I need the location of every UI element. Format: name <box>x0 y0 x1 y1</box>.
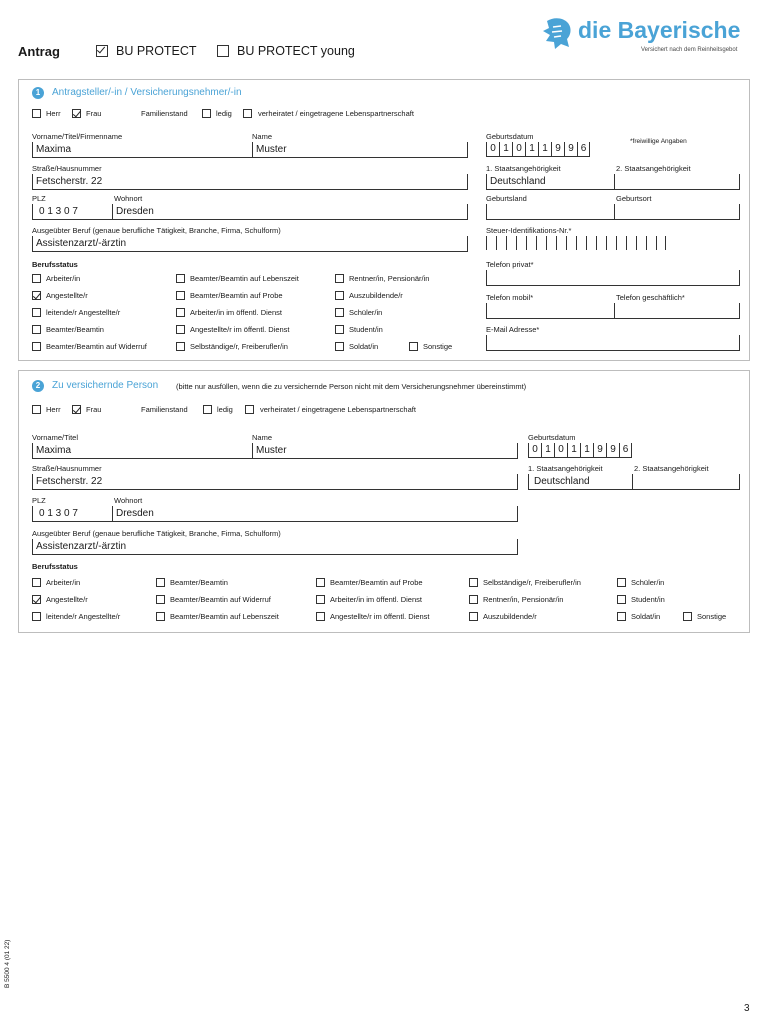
s2-status-label: Arbeiter/in <box>46 578 81 587</box>
s2-status-checkbox[interactable] <box>32 578 41 587</box>
s1-status-label: leitende/r Angestellte/r <box>46 308 121 317</box>
s1-status-checkbox[interactable] <box>176 308 185 317</box>
s2-beruf-value: Assistenzarzt/-ärztin <box>36 541 127 552</box>
s1-status-label: Schüler/in <box>349 308 383 317</box>
s1-name-label: Name <box>252 132 273 141</box>
form-code: B 5500 4 (01 22) <box>4 939 11 988</box>
s2-status-checkbox[interactable] <box>683 612 692 621</box>
s2-vorname-field[interactable] <box>32 443 252 459</box>
s2-vorname-value: Maxima <box>36 445 72 456</box>
s1-geburtsland-label: Geburtsland <box>486 194 527 203</box>
s2-verheiratet-checkbox[interactable] <box>245 405 254 414</box>
s1-status-label: Student/in <box>349 325 383 334</box>
s2-status-label: Arbeiter/in im öffentl. Dienst <box>330 595 422 604</box>
s1-email-field[interactable] <box>486 335 740 351</box>
s1-plz-field[interactable] <box>32 204 112 220</box>
antrag-title: Antrag <box>18 44 60 59</box>
s2-status-checkbox[interactable] <box>617 595 626 604</box>
s1-freiwillig-note: *freiwillige Angaben <box>630 138 687 145</box>
s2-status-checkbox[interactable] <box>32 612 41 621</box>
s1-status-checkbox[interactable] <box>176 325 185 334</box>
s2-status-checkbox[interactable] <box>617 578 626 587</box>
s1-strasse-field[interactable] <box>32 174 468 190</box>
s1-status-label: Rentner/in, Pensionär/in <box>349 274 430 283</box>
s1-status-label: Sonstige <box>423 342 453 351</box>
s1-status-label: Angestellte/r im öffentl. Dienst <box>190 325 290 334</box>
s1-geb-digit: 0 <box>486 142 499 156</box>
s1-beruf-field[interactable] <box>32 236 468 252</box>
s2-wohnort-field[interactable] <box>112 506 518 522</box>
s1-telefon-privat-label: Telefon privat* <box>486 260 534 269</box>
s1-status-label: Arbeiter/in <box>46 274 81 283</box>
s1-wohnort-value: Dresden <box>116 206 154 217</box>
s1-status-label: Soldat/in <box>349 342 379 351</box>
s1-frau-label: Frau <box>86 109 102 118</box>
s1-vorname-label: Vorname/Titel/Firmenname <box>32 132 123 141</box>
brand-name: die Bayerische <box>578 17 741 43</box>
s1-geb-digit: 9 <box>564 142 577 156</box>
s1-status-label: Auszubildende/r <box>349 291 403 300</box>
s1-status-checkbox[interactable] <box>32 308 41 317</box>
s1-geburtsort-label: Geburtsort <box>616 194 652 203</box>
s1-status-checkbox[interactable] <box>335 274 344 283</box>
s1-verheiratet-checkbox[interactable] <box>243 109 252 118</box>
s1-staat1-field[interactable] <box>486 174 614 190</box>
s1-telefon-mobil-label: Telefon mobil* <box>486 293 534 302</box>
s2-vorname-label: Vorname/Titel <box>32 433 78 442</box>
page-number: 3 <box>744 1003 750 1014</box>
s2-status-checkbox[interactable] <box>469 578 478 587</box>
s2-geburtsdatum-label: Geburtsdatum <box>528 433 576 442</box>
s1-geburtsdatum-field[interactable] <box>486 142 590 157</box>
s1-status-label: Beamter/Beamtin auf Probe <box>190 291 283 300</box>
s1-vorname-field[interactable] <box>32 142 252 158</box>
s2-geb-digit: 9 <box>593 443 606 457</box>
s2-status-checkbox[interactable] <box>469 595 478 604</box>
s2-staat1-field[interactable] <box>528 474 632 490</box>
section-2-subtitle: (bitte nur ausfüllen, wenn die zu versichernde Person nicht mit dem Versicherungsnehmer übereinstimmt) <box>176 382 527 391</box>
s1-status-label: Angestellte/r <box>46 291 88 300</box>
s2-geb-digit: 1 <box>541 443 554 457</box>
s1-geb-digit: 1 <box>538 142 551 156</box>
s2-status-label: Beamter/Beamtin auf Widerruf <box>170 595 271 604</box>
s1-status-checkbox[interactable] <box>335 342 344 351</box>
s2-status-checkbox[interactable] <box>156 595 165 604</box>
s2-status-checkbox[interactable] <box>316 578 325 587</box>
s2-status-label: Soldat/in <box>631 612 661 621</box>
s1-status-checkbox[interactable] <box>176 342 185 351</box>
s1-staat2-label: 2. Staatsangehörigkeit <box>616 164 691 173</box>
s1-geburtsland-field[interactable] <box>486 204 614 220</box>
s1-telefon-mobil-field[interactable] <box>486 303 614 319</box>
s2-strasse-field[interactable] <box>32 474 518 490</box>
s2-status-label: leitende/r Angestellte/r <box>46 612 121 621</box>
s1-telefon-geschaeftlich-label: Telefon geschäftlich* <box>616 293 685 302</box>
s1-verheiratet-label: verheiratet / eingetragene Lebenspartnerschaft <box>258 109 414 118</box>
s2-status-label: Rentner/in, Pensionär/in <box>483 595 564 604</box>
s1-status-checkbox[interactable] <box>409 342 418 351</box>
s2-geb-digit: 0 <box>554 443 567 457</box>
s1-familienstand-label: Familienstand <box>141 109 188 118</box>
s2-status-label: Student/in <box>631 595 665 604</box>
s2-staat1-label: 1. Staatsangehörigkeit <box>528 464 603 473</box>
s2-status-checkbox[interactable] <box>617 612 626 621</box>
s1-steuer-label: Steuer-Identifikations-Nr.* <box>486 226 572 235</box>
s2-strasse-value: Fetscherstr. 22 <box>36 476 103 487</box>
bu-protect-young-checkbox[interactable] <box>217 45 229 57</box>
s2-status-label: Beamter/Beamtin auf Probe <box>330 578 423 587</box>
bu-protect-young-label: BU PROTECT young <box>237 44 355 58</box>
s2-geb-digit: 9 <box>606 443 619 457</box>
s2-geb-digit: 0 <box>528 443 541 457</box>
s2-name-field[interactable] <box>252 443 518 459</box>
s2-status-checkbox[interactable] <box>316 612 325 621</box>
s1-plz-label: PLZ <box>32 194 46 203</box>
s2-beruf-label: Ausgeübter Beruf (genaue berufliche Tätigkeit, Branche, Firma, Schulform) <box>32 529 281 538</box>
s1-telefon-geschaeftlich-field[interactable] <box>614 303 740 319</box>
s2-wohnort-value: Dresden <box>116 508 154 519</box>
s1-status-checkbox[interactable] <box>32 342 41 351</box>
s2-status-label: Schüler/in <box>631 578 665 587</box>
s2-geb-digit: 6 <box>619 443 632 457</box>
s2-status-label: Beamter/Beamtin <box>170 578 228 587</box>
s2-status-checkbox[interactable] <box>156 578 165 587</box>
s2-status-checkbox[interactable] <box>316 595 325 604</box>
s1-staat1-label: 1. Staatsangehörigkeit <box>486 164 561 173</box>
bu-protect-checkbox[interactable] <box>96 45 108 57</box>
s1-vorname-value: Maxima <box>36 144 72 155</box>
s2-frau-checkbox[interactable] <box>72 405 81 414</box>
s2-plz-label: PLZ <box>32 496 46 505</box>
s2-status-label: Angestellte/r <box>46 595 88 604</box>
section-1-title: Antragsteller/-in / Versicherungsnehmer/-in <box>52 87 242 98</box>
s1-status-checkbox[interactable] <box>32 291 41 300</box>
s1-ledig-label: ledig <box>216 109 232 118</box>
s2-plz-field[interactable] <box>32 506 112 522</box>
bu-protect-label: BU PROTECT <box>116 44 197 58</box>
s1-status-label: Arbeiter/in im öffentl. Dienst <box>190 308 282 317</box>
s1-name-field[interactable] <box>252 142 468 158</box>
s1-email-label: E-Mail Adresse* <box>486 325 540 334</box>
s1-geb-digit: 0 <box>512 142 525 156</box>
s1-status-checkbox[interactable] <box>32 325 41 334</box>
s1-status-checkbox[interactable] <box>335 291 344 300</box>
s1-wohnort-label: Wohnort <box>114 194 143 203</box>
s1-herr-checkbox[interactable] <box>32 109 41 118</box>
s2-status-label: Beamter/Beamtin auf Lebenszeit <box>170 612 279 621</box>
s1-ledig-checkbox[interactable] <box>202 109 211 118</box>
section-2-title: Zu versichernde Person <box>52 380 159 391</box>
s1-staat2-field[interactable] <box>614 174 740 190</box>
s1-berufsstatus-label: Berufsstatus <box>32 260 78 269</box>
s2-plz-value: 0 1 3 0 7 <box>39 508 78 519</box>
s1-staat1-value: Deutschland <box>490 176 546 187</box>
section-2-number: 2 <box>32 380 44 392</box>
s1-status-checkbox[interactable] <box>176 274 185 283</box>
s1-geburtsort-field[interactable] <box>614 204 740 220</box>
s2-staat2-label: 2. Staatsangehörigkeit <box>634 464 709 473</box>
s2-ledig-checkbox[interactable] <box>203 405 212 414</box>
s2-geburtsdatum-field[interactable] <box>528 443 632 458</box>
s2-wohnort-label: Wohnort <box>114 496 143 505</box>
s1-status-label: Beamter/Beamtin auf Lebenszeit <box>190 274 299 283</box>
s1-geburtsdatum-label: Geburtsdatum <box>486 132 534 141</box>
s1-status-label: Selbständige/r, Freiberufler/in <box>190 342 288 351</box>
s1-geb-digit: 9 <box>551 142 564 156</box>
s2-frau-label: Frau <box>86 405 102 414</box>
s2-status-label: Auszubildende/r <box>483 612 537 621</box>
s2-status-label: Sonstige <box>697 612 727 621</box>
s1-status-checkbox[interactable] <box>335 308 344 317</box>
s1-status-label: Beamter/Beamtin <box>46 325 104 334</box>
s2-status-checkbox[interactable] <box>469 612 478 621</box>
s1-steuer-field[interactable] <box>486 236 666 250</box>
s1-name-value: Muster <box>256 144 287 155</box>
s2-verheiratet-label: verheiratet / eingetragene Lebenspartnerschaft <box>260 405 416 414</box>
s2-beruf-field[interactable] <box>32 539 518 555</box>
s1-geb-digit: 1 <box>525 142 538 156</box>
brand-tagline: Versichert nach dem Reinheitsgebot <box>641 47 738 53</box>
s2-name-label: Name <box>252 433 273 442</box>
s2-berufsstatus-label: Berufsstatus <box>32 562 78 571</box>
s1-status-label: Beamter/Beamtin auf Widerruf <box>46 342 147 351</box>
s2-name-value: Muster <box>256 445 287 456</box>
s2-status-checkbox[interactable] <box>156 612 165 621</box>
s1-wohnort-field[interactable] <box>112 204 468 220</box>
s2-herr-checkbox[interactable] <box>32 405 41 414</box>
s2-familienstand-label: Familienstand <box>141 405 188 414</box>
s2-geb-digit: 1 <box>567 443 580 457</box>
s2-staat1-value: Deutschland <box>534 476 590 487</box>
s1-geb-digit: 6 <box>577 142 590 156</box>
s1-status-checkbox[interactable] <box>32 274 41 283</box>
s1-plz-value: 0 1 3 0 7 <box>39 206 78 217</box>
s1-strasse-value: Fetscherstr. 22 <box>36 176 103 187</box>
s2-status-label: Selbständige/r, Freiberufler/in <box>483 578 581 587</box>
s2-status-label: Angestellte/r im öffentl. Dienst <box>330 612 430 621</box>
section-1-number: 1 <box>32 87 44 99</box>
s2-geb-digit: 1 <box>580 443 593 457</box>
s2-ledig-label: ledig <box>217 405 233 414</box>
s1-frau-checkbox[interactable] <box>72 109 81 118</box>
s1-status-checkbox[interactable] <box>335 325 344 334</box>
s1-herr-label: Herr <box>46 109 61 118</box>
s2-status-checkbox[interactable] <box>32 595 41 604</box>
s1-status-checkbox[interactable] <box>176 291 185 300</box>
s2-strasse-label: Straße/Hausnummer <box>32 464 102 473</box>
s1-strasse-label: Straße/Hausnummer <box>32 164 102 173</box>
lion-logo-icon <box>541 17 573 51</box>
s1-beruf-label: Ausgeübter Beruf (genaue berufliche Tätigkeit, Branche, Firma, Schulform) <box>32 226 281 235</box>
s1-geb-digit: 1 <box>499 142 512 156</box>
s1-beruf-value: Assistenzarzt/-ärztin <box>36 238 127 249</box>
s2-staat2-field[interactable] <box>632 474 740 490</box>
s2-herr-label: Herr <box>46 405 61 414</box>
s1-telefon-privat-field[interactable] <box>486 270 740 286</box>
